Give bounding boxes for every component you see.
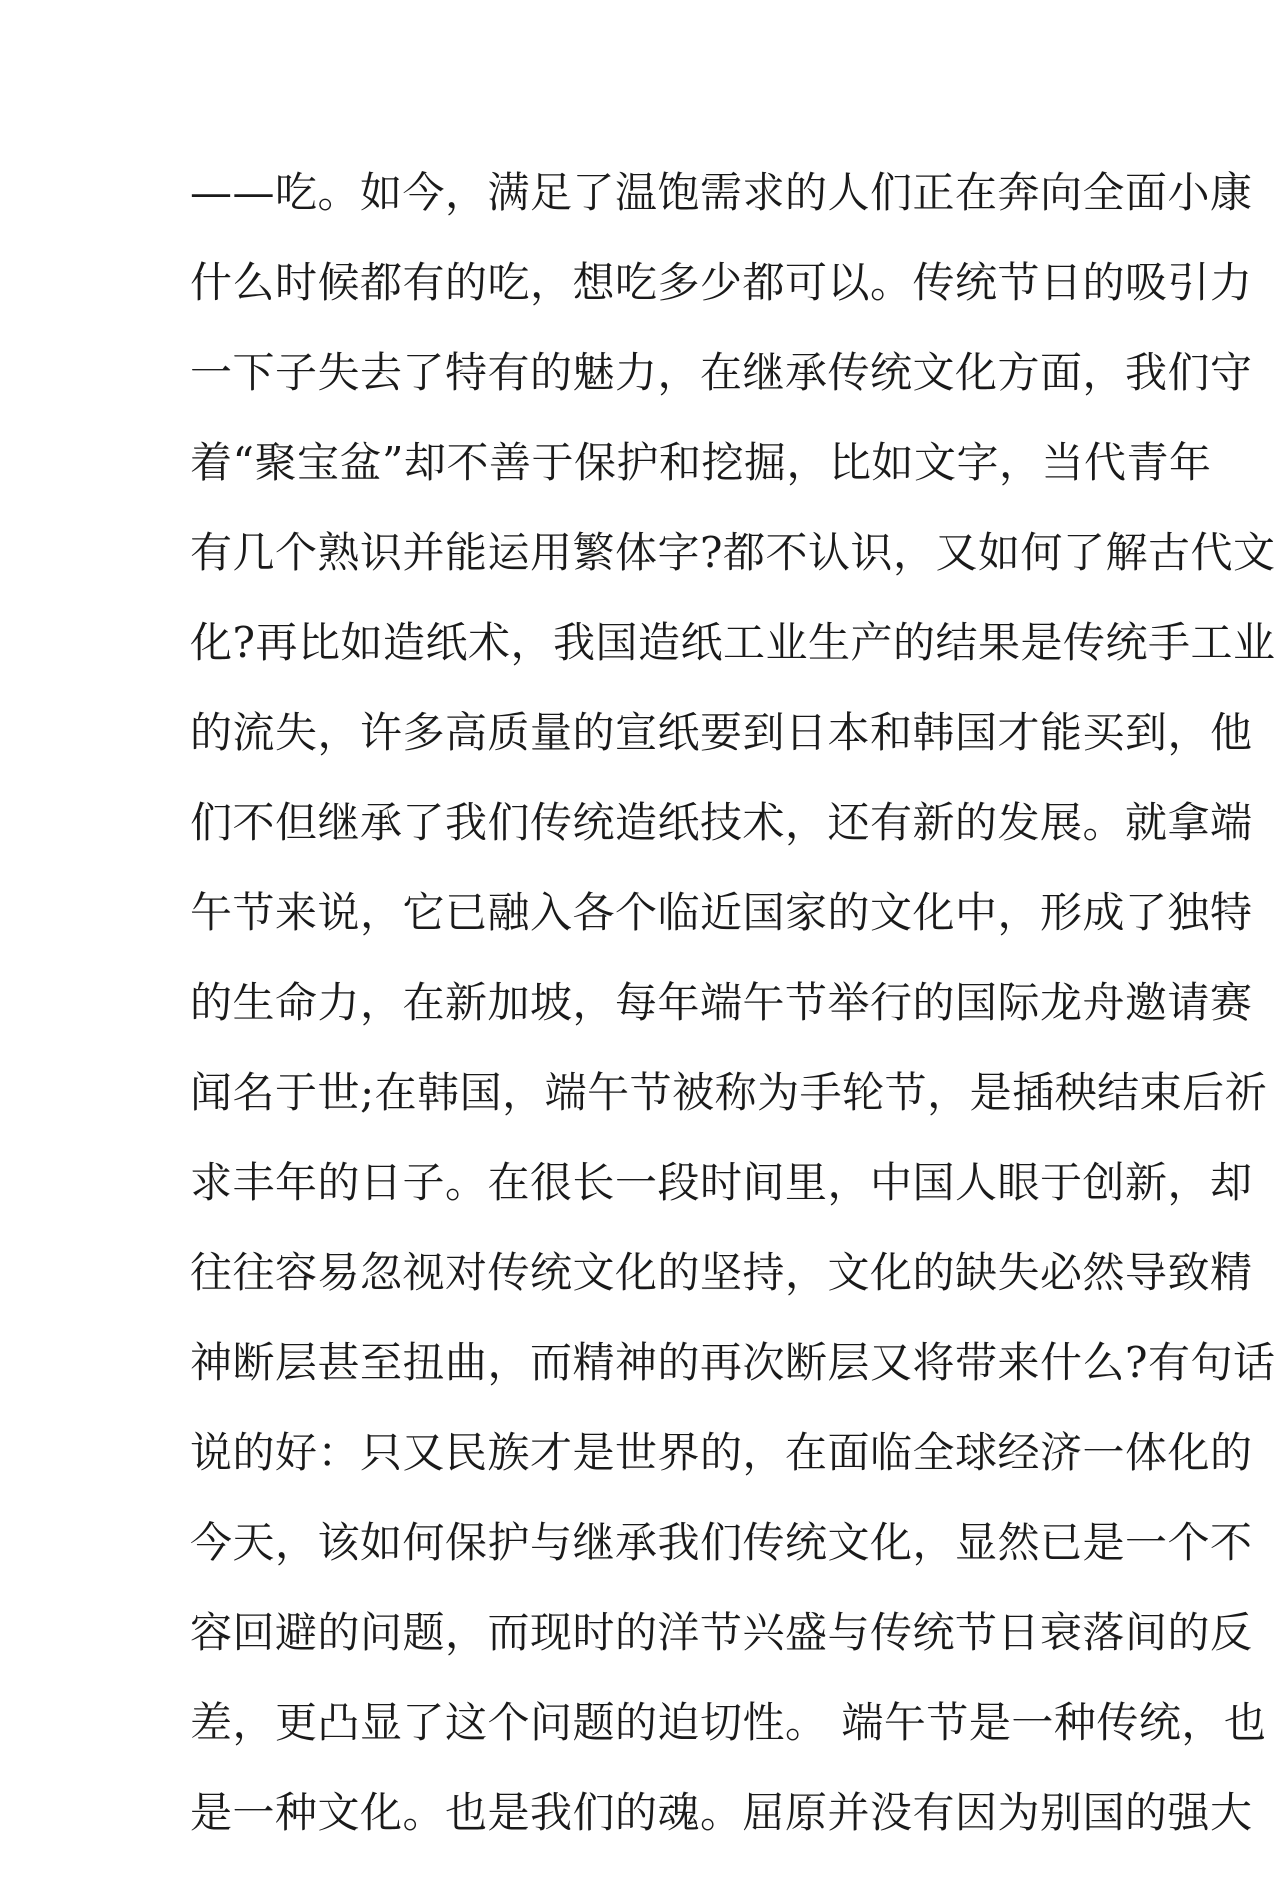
text-line: 化?再比如造纸术，我国造纸工业生产的结果是传统手工业 [190, 618, 1276, 667]
text-line: 的生命力，在新加坡，每年端午节举行的国际龙舟邀请赛 [190, 978, 1253, 1027]
text-line: 求丰年的日子。在很长一段时间里，中国人眼于创新，却 [190, 1158, 1253, 1207]
text-line: 有几个熟识并能运用繁体字?都不认识，又如何了解古代文 [190, 528, 1276, 577]
text-line: 说的好：只又民族才是世界的，在面临全球经济一体化的 [190, 1428, 1253, 1477]
text-line: 午节来说，它已融入各个临近国家的文化中，形成了独特 [190, 888, 1253, 937]
text-line: 容回避的问题，而现时的洋节兴盛与传统节日衰落间的反 [190, 1608, 1253, 1657]
text-line: 差，更凸显了这个问题的迫切性。 端午节是一种传统，也 [190, 1698, 1267, 1747]
text-line: 一下子失去了特有的魅力，在继承传统文化方面，我们守 [190, 348, 1253, 397]
text-line: 是一种文化。也是我们的魂。屈原并没有因为别国的强大 [190, 1788, 1253, 1837]
text-line: 神断层甚至扭曲，而精神的再次断层又将带来什么?有句话 [190, 1338, 1276, 1387]
body-text [190, 168, 1276, 1878]
text-line: ——吃。如今，满足了温饱需求的人们正在奔向全面小康 [190, 168, 1253, 217]
text-line: 今天，该如何保护与继承我们传统文化，显然已是一个不 [190, 1518, 1253, 1567]
text-line: 们不但继承了我们传统造纸技术，还有新的发展。就拿端 [190, 798, 1253, 847]
text-line: 的流失，许多高质量的宣纸要到日本和韩国才能买到，他 [190, 708, 1253, 757]
text-line: 往往容易忽视对传统文化的坚持，文化的缺失必然导致精 [190, 1248, 1253, 1297]
text-line: 闻名于世;在韩国，端午节被称为手轮节，是插秧结束后祈 [190, 1068, 1268, 1117]
text-line: 什么时候都有的吃，想吃多少都可以。传统节日的吸引力 [190, 258, 1253, 307]
text-line: 着“聚宝盆”却不善于保护和挖掘，比如文字，当代青年 [190, 438, 1212, 487]
